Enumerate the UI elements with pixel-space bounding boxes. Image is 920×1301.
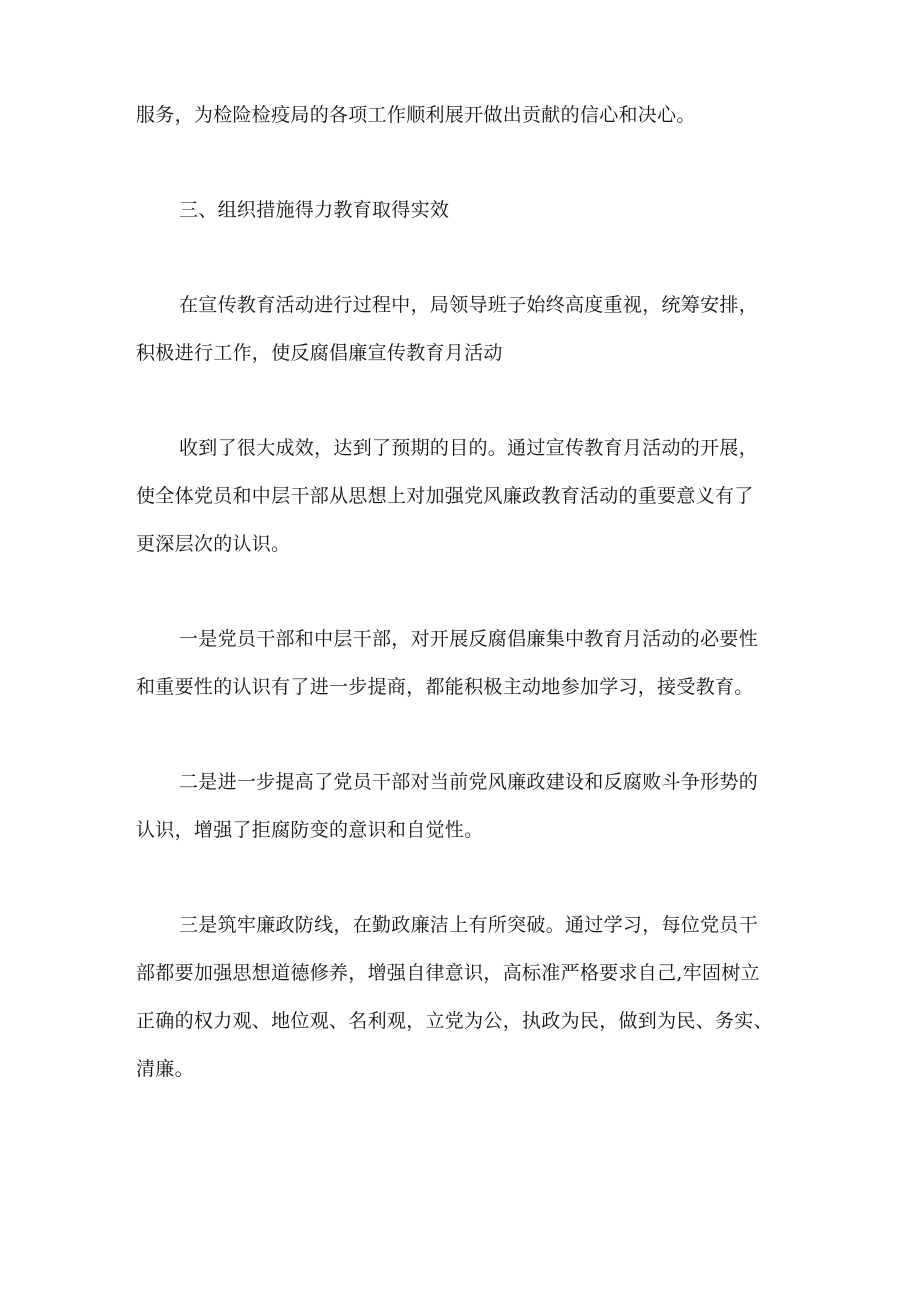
paragraph-line: 积极进行工作，使反腐倡廉宣传教育月活动: [136, 342, 503, 364]
paragraph-line: 部都要加强思想道德修养，增强自律意识，高标准严格要求自己,牢固树立: [136, 962, 760, 984]
paragraph-line: 认识，增强了拒腐防变的意识和自觉性。: [136, 819, 484, 841]
paragraph-line: 二是进一步提高了党员干部对当前党风廉政建设和反腐败斗争形势的: [179, 771, 759, 793]
paragraph-line: 服务，为检险检疫局的各项工作顺利展开做出贡献的信心和决心。: [136, 104, 696, 126]
paragraph-line: 和重要性的认识有了进一步提商，都能积极主动地参加学习，接受教育。: [136, 676, 754, 698]
paragraph-line: 收到了很大成效，达到了预期的目的。通过宣传教育月活动的开展，: [179, 437, 759, 459]
paragraph-line: 在宣传教育活动进行过程中，局领导班子始终高度重视，统筹安排，: [179, 294, 759, 316]
paragraph-line: 一是党员干部和中层干部，对开展反腐倡廉集中教育月活动的必要性: [179, 628, 759, 650]
paragraph-line: 清廉。: [136, 1058, 194, 1080]
paragraph-line: 三是筑牢廉政防线，在勤政廉洁上有所突破。通过学习，每位党员干: [179, 914, 759, 936]
paragraph-line: 正确的权力观、地位观、名利观，立党为公，执政为民，做到为民、务实、: [136, 1010, 773, 1032]
section-heading: 三、组织措施得力教育取得实效: [179, 199, 450, 221]
paragraph-line: 更深层次的认识。: [136, 533, 291, 555]
paragraph-line: 使全体党员和中层干部从思想上对加强党风廉政教育活动的重要意义有了: [136, 485, 754, 507]
